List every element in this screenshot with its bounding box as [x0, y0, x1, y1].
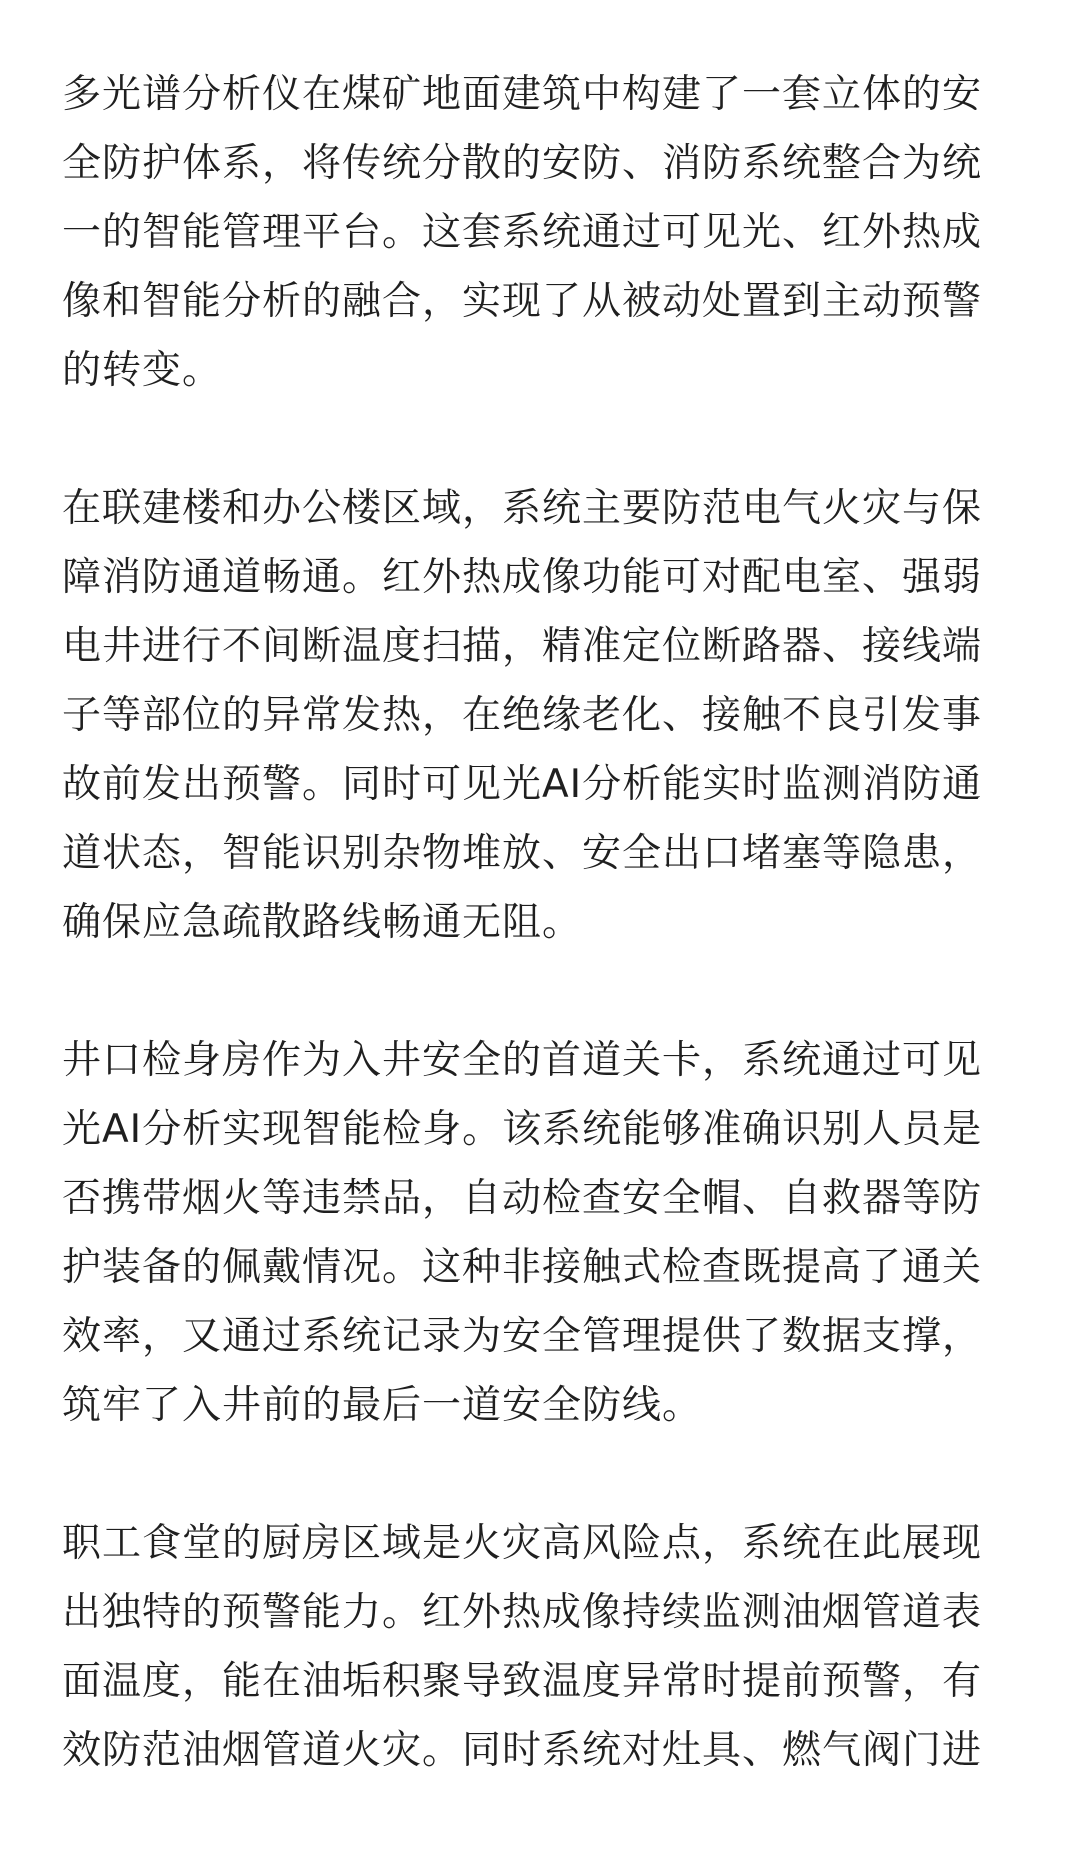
text-line: 子等部位的异常发热，在绝缘老化、接触不良引发事: [62, 693, 983, 738]
text-line: 筑牢了入井前的最后一道安全防线。: [62, 1383, 703, 1428]
text-line: 效防范油烟管道火灾。同时系统对灶具、燃气阀门进: [62, 1728, 983, 1773]
text-line: 像和智能分析的融合，实现了从被动处置到主动预警: [62, 279, 983, 324]
text-line: 故前发出预警。同时可见光AI分析能实时监测消防通: [62, 762, 983, 807]
text-line: 面温度，能在油垢积聚导致温度异常时提前预警，有: [62, 1659, 983, 1704]
text-line: 电井进行不间断温度扫描，精准定位断路器、接线端: [62, 624, 983, 669]
text-line: 职工食堂的厨房区域是火灾高风险点，系统在此展现: [62, 1521, 983, 1566]
text-line: 在联建楼和办公楼区域，系统主要防范电气火灾与保: [62, 486, 983, 531]
text-line: 多光谱分析仪在煤矿地面建筑中构建了一套立体的安: [62, 72, 983, 117]
text-line: 道状态，智能识别杂物堆放、安全出口堵塞等隐患，: [62, 831, 983, 876]
article-body: [62, 60, 1018, 1854]
text-line: 一的智能管理平台。这套系统通过可见光、红外热成: [62, 210, 983, 255]
paragraph-4: [62, 1509, 1018, 1785]
text-line: 井口检身房作为入井安全的首道关卡，系统通过可见: [62, 1038, 983, 1083]
text-line: 全防护体系，将传统分散的安防、消防系统整合为统: [62, 141, 983, 186]
text-line: 护装备的佩戴情况。这种非接触式检查既提高了通关: [62, 1245, 983, 1290]
text-line: 障消防通道畅通。红外热成像功能可对配电室、强弱: [62, 555, 983, 600]
text-line: 光AI分析实现智能检身。该系统能够准确识别人员是: [62, 1107, 983, 1152]
paragraph-2: [62, 474, 1018, 957]
text-line: 的转变。: [62, 348, 223, 393]
paragraph-3: [62, 1026, 1018, 1440]
text-line: 效率，又通过系统记录为安全管理提供了数据支撑，: [62, 1314, 983, 1359]
text-line: 否携带烟火等违禁品，自动检查安全帽、自救器等防: [62, 1176, 983, 1221]
text-line: 确保应急疏散路线畅通无阻。: [62, 900, 583, 945]
text-line: 出独特的预警能力。红外热成像持续监测油烟管道表: [62, 1590, 983, 1635]
paragraph-1: [62, 60, 1018, 405]
